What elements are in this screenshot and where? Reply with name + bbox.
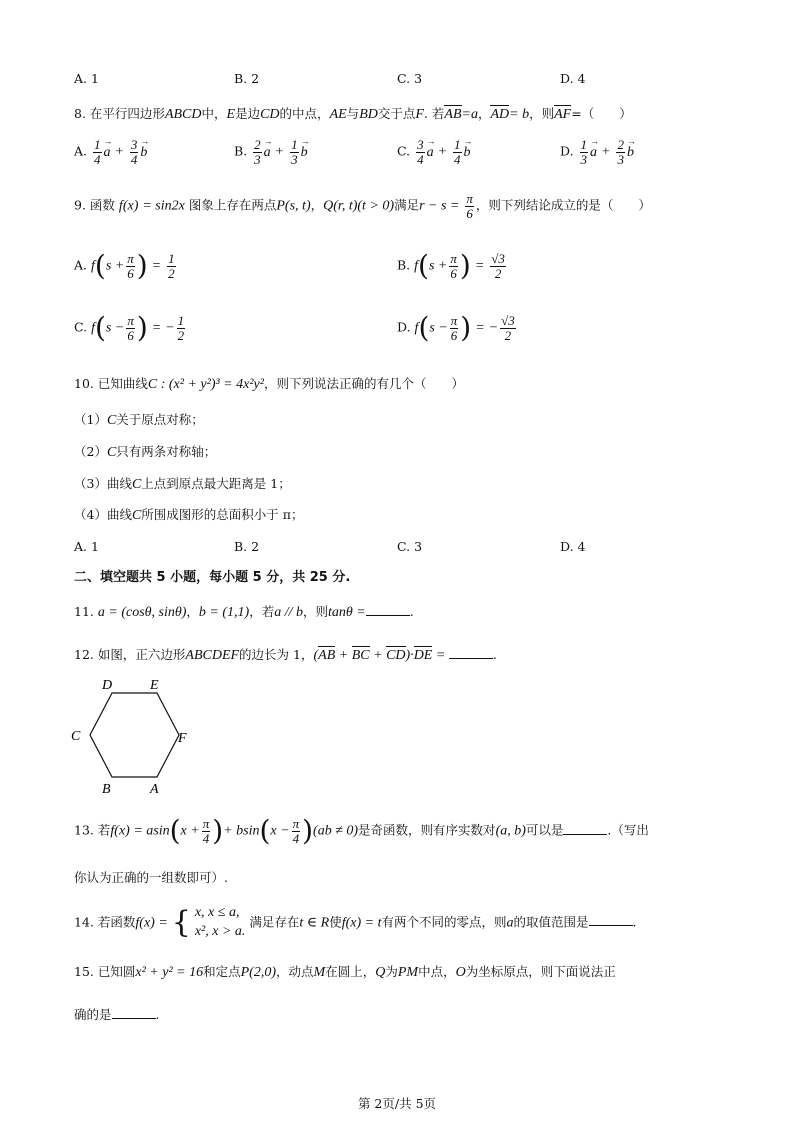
question-13: 13. 若f(x) = asin(x + $\frac{\pi}{4}$ )+ bsin(x − $\frac{\pi}{4}$ )(ab ≠ 0)是奇函数，则有序实数对(a, b)可以是 .（写出 (74, 814, 649, 848)
q9-option-d: D. f(s − $\frac{\pi}{6}$ ) = − $\frac{√3}{2}$ (397, 311, 515, 345)
q7-option-c: C. 3 (397, 71, 423, 86)
q9-option-c: C. f(s − $\frac{\pi}{6}$ ) = − $\frac{1}{2}$ (74, 311, 185, 345)
answer-blank (112, 1006, 156, 1019)
q10-option-d: D. 4 (560, 539, 586, 554)
answer-blank (449, 646, 493, 659)
q9-option-a: A. f(s + $\frac{\pi}{6}$ ) = $\frac{1}{2}$ (74, 249, 175, 283)
question-15: 15. 已知圆x² + y² = 16和定点P(2,0)，动点M在圆上，Q为PM中点，O为坐标原点，则下面说法正 (74, 964, 616, 980)
question-8: 8. 在平行四边形ABCD中，E是边CD的中点，AE与BD交于点F. 若AB=a，AD= b，则AF=（ ） (74, 106, 632, 122)
question-9: 9. 函数 f(x) = sin2x 图象上存在两点P(s, t)，Q(r, t)(t > 0)满足r − s = $\frac{\pi}{6}$ ，则下列结论成立的是（ ） (74, 191, 651, 221)
q7-option-a: A. 1 (74, 71, 99, 86)
q9-option-b: B. f(s + $\frac{\pi}{6}$ ) = $\frac{√3}{2}$ (397, 249, 505, 283)
question-14: 14. 若函数f(x) = { x, x ≤ a, x², x > a. 满足存在t ∈ R使f(x) = t有两个不同的零点，则a的取值范围是 . (74, 904, 637, 940)
q10-option-c: C. 3 (397, 539, 423, 554)
hexagon-figure (66, 676, 206, 798)
hexagon-outline (90, 693, 179, 777)
q8-option-b: B. $\frac{2}{3}$ → a + $\frac{1}{3}$ → b (234, 138, 308, 166)
q10-statement-1: （1）C关于原点对称； (74, 412, 204, 428)
question-12: 12. 如图，正六边形ABCDEF的边长为 1，(AB + BC + CD)·DE = . (74, 647, 497, 663)
page-footer: 第 2页/共 5页 (357, 1096, 437, 1111)
q7-option-d: D. 4 (560, 71, 586, 86)
q10-statement-4: （4）曲线C所围成图形的总面积小于 π； (74, 507, 304, 523)
q8-option-a: A. $\frac{1}{4}$ → a + $\frac{3}{4}$ → b (74, 138, 147, 166)
section-heading: 二、填空题共 5 小题，每小题 5 分，共 25 分. (74, 570, 351, 585)
question-11: 11. a = (cosθ, sinθ)，b = (1,1)，若a // b，则tanθ = . (74, 604, 414, 620)
question-15-continued: 确的是 . (74, 1007, 160, 1022)
answer-blank (563, 822, 607, 835)
q10-option-a: A. 1 (74, 539, 99, 554)
answer-blank (589, 913, 633, 926)
q8-option-d: D. $\frac{1}{3}$ → a + $\frac{2}{3}$ → b (560, 138, 634, 166)
q10-statement-2: （2）C只有两条对称轴； (74, 444, 217, 460)
answer-blank (366, 603, 410, 616)
question-10: 10. 已知曲线C : (x² + y²)³ = 4x²y²，则下列说法正确的有几个（ ） (74, 376, 464, 392)
vertex-b: B (102, 782, 111, 797)
question-13-continued: 你认为正确的一组数即可）. (74, 870, 228, 885)
q10-option-b: B. 2 (234, 539, 260, 554)
vertex-d: D (102, 678, 113, 693)
vertex-e: E (150, 678, 159, 693)
vertex-c: C (71, 729, 81, 744)
q8-option-c: C. $\frac{3}{4}$ → a + $\frac{1}{4}$ → b (397, 138, 471, 166)
vertex-a: A (150, 782, 159, 797)
q7-option-b: B. 2 (234, 71, 260, 86)
q10-statement-3: （3）曲线C上点到原点最大距离是 1； (74, 476, 291, 492)
vertex-f: F (178, 731, 187, 746)
